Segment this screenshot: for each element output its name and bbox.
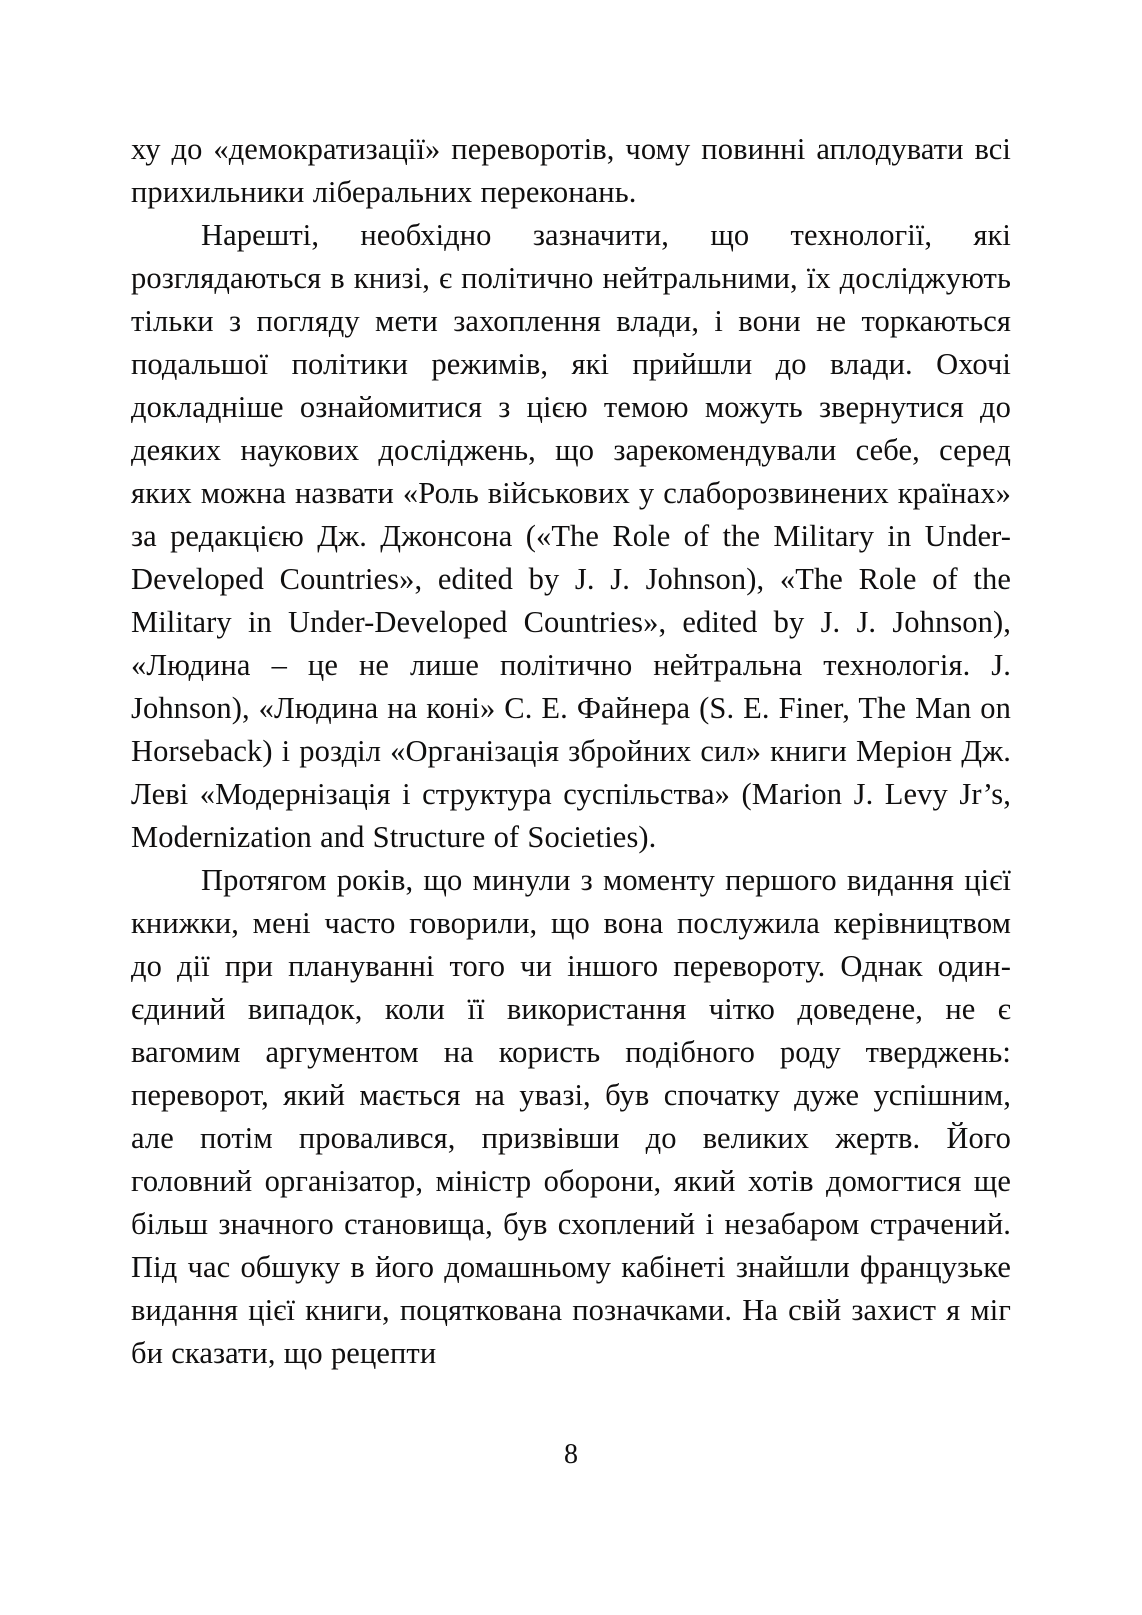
paragraph-years: Протягом років, що минули з моменту першого видання цієї книжки, мені часто говорили, що вона послужила керівництвом до дії при плануванні того чи іншого перевороту. Однак один-єдиний випадок, коли її використання чітко доведене, не є вагомим аргументом на користь подібного роду тверджень: переворот, який мається на увазі, був спочатку дуже успішним, але потім провалився, призвівши до великих жертв. Його головний організатор, міністр оборони, який хотів домогтися ще більш значного становища, був схоплений і незабаром страчений. Під час обшуку в його домашньому кабінеті знайшли французьке видання цієї книги, поцяткована позначками. На свій захист я міг би сказати, що рецепти <box>131 863 1011 1370</box>
page-number: 8 <box>564 1439 578 1470</box>
page-text-block <box>131 128 1011 1375</box>
paragraph-technologies: Нарешті, необхідно зазначити, що технології, які розглядаються в книзі, є політично нейтральними, їх досліджують тільки з погляду мети захоплення влади, і вони не торкаються подальшої політики режимів, які прийшли до влади. Охочі докладніше ознайомитися з цією темою можуть звернутися до деяких наукових досліджень, що зарекомендували себе, серед яких можна назвати «Роль військових у слаборозвинених країнах» за редакцією Дж. Джонсона («The Role of the Military in Under-Developed Countries», edited by J. J. Johnson), «The Role of the Military in Under-Developed Countries», edited by J. J. Johnson), «Людина – це не лише політично нейтральна технологія. J. Johnson), «Людина на коні» С. Е. Файнера (S. E. Finer, The Man on Horseback) і розділ «Організація збройних сил» книги Меріон Дж. Леві «Модернізація і структура суспільства» (Marion J. Levy Jr’s, Modernization and Structure of Societies). <box>131 218 1011 854</box>
paragraph-continuation: ху до «демократизації» переворотів, чому повинні аплодувати всі прихильники ліберальних переконань. <box>131 132 1011 209</box>
